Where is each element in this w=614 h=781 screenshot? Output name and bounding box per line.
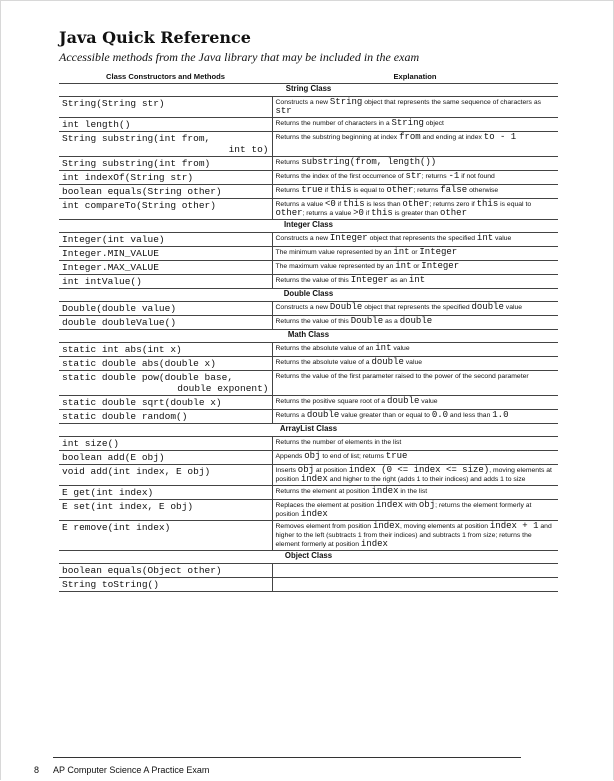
method-signature: E set(int index, E obj) <box>59 500 272 521</box>
code-token: <0 <box>325 199 336 209</box>
method-explanation <box>272 451 558 465</box>
section-header-double: Double Class <box>59 289 558 302</box>
explanation-text: is equal to <box>351 187 387 194</box>
explanation-text: Inserts <box>275 467 298 474</box>
explanation-text: with <box>403 502 419 509</box>
code-token: substring(from, length()) <box>301 157 437 167</box>
table-row <box>59 185 558 199</box>
method-signature: int size() <box>59 437 272 451</box>
table-row <box>59 247 558 261</box>
method-signature: double doubleValue() <box>59 316 272 330</box>
explanation-text: , moving elements at position <box>399 523 490 530</box>
explanation-text: Returns the substring beginning at index <box>275 134 400 141</box>
reference-table <box>59 70 558 592</box>
code-token: int <box>476 233 494 243</box>
explanation-text: Constructs a new <box>275 99 330 106</box>
method-signature-line: String substring(int from, <box>62 133 211 144</box>
table-row <box>59 171 558 185</box>
explanation-text: ; returns the element formerly at position <box>275 502 532 518</box>
method-signature: int length() <box>59 118 272 132</box>
method-explanation <box>272 396 558 410</box>
code-token: index <box>372 521 400 531</box>
method-explanation <box>272 521 558 551</box>
code-token: other <box>275 208 303 218</box>
code-token: obj <box>418 500 436 510</box>
explanation-text: Returns the absolute value of an <box>275 345 376 352</box>
code-token: double <box>471 302 504 312</box>
explanation-text: object <box>423 120 444 127</box>
footer-rule <box>53 757 521 758</box>
code-token: Integer <box>421 261 460 271</box>
method-signature: static double random() <box>59 410 272 424</box>
explanation-text: , moving elements at position <box>275 467 552 483</box>
explanation-text: if <box>322 187 330 194</box>
method-signature: static double abs(double x) <box>59 357 272 371</box>
page-title: Java Quick Reference <box>59 28 251 47</box>
method-explanation <box>272 118 558 132</box>
method-explanation <box>272 316 558 330</box>
code-token: 0.0 <box>431 410 449 420</box>
code-token: double <box>399 316 433 326</box>
section-header-object: Object Class <box>59 551 558 564</box>
code-token: Integer <box>329 233 368 243</box>
explanation-text: object that represents the same sequence of characters as <box>362 99 542 106</box>
method-signature: int compareTo(String other) <box>59 199 272 220</box>
table-row <box>59 564 558 578</box>
explanation-text: Replaces the element at position <box>275 502 377 509</box>
method-explanation <box>272 97 558 118</box>
method-signature: boolean equals(Object other) <box>59 564 272 578</box>
code-token: index <box>371 486 399 496</box>
method-explanation <box>272 132 558 157</box>
method-explanation <box>272 343 558 357</box>
table-row <box>59 521 558 551</box>
code-token: str <box>275 106 292 116</box>
method-signature: E get(int index) <box>59 486 272 500</box>
method-signature: String substring(int from) <box>59 157 272 171</box>
explanation-text: value <box>503 304 523 311</box>
explanation-text: Returns the index of the first occurrence of <box>275 173 406 180</box>
code-token: String <box>391 118 424 128</box>
method-signature: static int abs(int x) <box>59 343 272 357</box>
explanation-text: at position <box>314 467 349 474</box>
method-explanation <box>272 465 558 486</box>
method-signature: Integer.MIN_VALUE <box>59 247 272 261</box>
table-row <box>59 500 558 521</box>
method-signature <box>59 132 272 157</box>
method-signature: Double(double value) <box>59 302 272 316</box>
explanation-text: Returns a value <box>275 201 325 208</box>
code-token: index <box>300 474 328 484</box>
explanation-text: Returns the number of elements in the list <box>275 439 402 446</box>
section-header-integer: Integer Class <box>59 220 558 233</box>
table-row <box>59 132 558 157</box>
explanation-text: if <box>363 210 372 217</box>
table-row <box>59 199 558 220</box>
explanation-text: to end of list; returns <box>320 453 386 460</box>
explanation-text: Returns the value of the first parameter raised to the power of the second parameter <box>275 373 529 380</box>
method-signature: boolean add(E obj) <box>59 451 272 465</box>
code-token: int <box>395 261 412 271</box>
explanation-text: value greater than or equal to <box>339 412 432 419</box>
code-token: true <box>385 451 408 461</box>
table-row <box>59 233 558 247</box>
code-token: int <box>408 275 426 285</box>
method-explanation <box>272 157 558 171</box>
method-explanation <box>272 275 558 289</box>
code-token: from <box>399 132 421 142</box>
method-signature: String(String str) <box>59 97 272 118</box>
table-row <box>59 437 558 451</box>
code-token: Double <box>329 302 363 312</box>
method-explanation <box>272 302 558 316</box>
explanation-text: ; returns a value <box>302 210 354 217</box>
explanation-text: Removes element from position <box>275 523 373 530</box>
code-token: double <box>371 357 404 367</box>
method-signature: int intValue() <box>59 275 272 289</box>
page-subtitle: Accessible methods from the Java library that may be included in the exam <box>59 50 420 64</box>
explanation-text: is equal to <box>498 201 532 208</box>
method-signature: Integer(int value) <box>59 233 272 247</box>
explanation-text: Returns <box>275 187 302 194</box>
explanation-text: and higher to the right (adds 1 to their indices) and adds 1 to size <box>327 476 526 483</box>
method-explanation <box>272 500 558 521</box>
method-explanation <box>272 371 558 396</box>
method-explanation <box>272 578 558 592</box>
table-row <box>59 465 558 486</box>
code-token: other <box>402 199 430 209</box>
explanation-text: Returns the value of this <box>275 277 351 284</box>
code-token: 1.0 <box>492 410 509 420</box>
explanation-text: Constructs a new <box>275 235 330 242</box>
table-row <box>59 486 558 500</box>
code-token: this <box>329 185 352 195</box>
method-explanation <box>272 410 558 424</box>
code-token: this <box>476 199 499 209</box>
code-token: obj <box>304 451 321 461</box>
explanation-text: object that represents the specified <box>367 235 477 242</box>
method-signature <box>59 371 272 396</box>
code-token: int <box>393 247 410 257</box>
code-token: -1 <box>448 171 460 181</box>
table-row <box>59 97 558 118</box>
code-token: Integer <box>350 275 389 285</box>
table-row <box>59 410 558 424</box>
table-row <box>59 396 558 410</box>
method-signature-line: double exponent) <box>177 383 269 394</box>
table-row <box>59 316 558 330</box>
code-token: index <box>360 539 388 549</box>
method-explanation <box>272 185 558 199</box>
method-explanation <box>272 437 558 451</box>
code-token: false <box>440 185 468 195</box>
explanation-text: Returns the positive square root of a <box>275 398 387 405</box>
method-signature: Integer.MAX_VALUE <box>59 261 272 275</box>
explanation-text: in the list <box>398 488 428 495</box>
table-row <box>59 261 558 275</box>
explanation-text: Returns the element at position <box>275 488 372 495</box>
method-signature: String toString() <box>59 578 272 592</box>
method-explanation <box>272 233 558 247</box>
explanation-text: if not found <box>459 173 495 180</box>
table-row <box>59 275 558 289</box>
code-token: this <box>371 208 393 218</box>
code-token: to - 1 <box>483 132 517 142</box>
method-explanation <box>272 171 558 185</box>
code-token: int <box>375 343 392 353</box>
explanation-text: Returns the number of characters in a <box>275 120 392 127</box>
explanation-text: value <box>493 235 512 242</box>
column-header-methods: Class Constructors and Methods <box>59 70 272 84</box>
code-token: double <box>386 396 420 406</box>
table-row <box>59 578 558 592</box>
explanation-text: is less than <box>364 201 403 208</box>
explanation-text: Returns the absolute value of a <box>275 359 372 366</box>
explanation-text: is greater than <box>392 210 440 217</box>
column-header-explanation: Explanation <box>272 70 558 84</box>
explanation-text: ; returns <box>413 187 441 194</box>
explanation-text: value <box>419 398 438 405</box>
table-row <box>59 451 558 465</box>
method-explanation <box>272 199 558 220</box>
code-token: index (0 <= index <= size) <box>348 465 490 475</box>
table-row <box>59 302 558 316</box>
explanation-text: ; returns zero if <box>429 201 477 208</box>
code-token: Integer <box>419 247 458 257</box>
explanation-text: if <box>335 201 343 208</box>
code-token: this <box>343 199 365 209</box>
method-signature-line: int to) <box>228 144 269 155</box>
method-signature: void add(int index, E obj) <box>59 465 272 486</box>
explanation-text: and higher to the left (subtracts 1 from their indices) and subtracts 1 from size; returns the element formerly at position <box>275 523 552 548</box>
code-token: other <box>439 208 467 218</box>
method-signature: static double sqrt(double x) <box>59 396 272 410</box>
section-header-math: Math Class <box>59 330 558 343</box>
table-row <box>59 357 558 371</box>
method-signature: int indexOf(String str) <box>59 171 272 185</box>
code-token: obj <box>297 465 314 475</box>
section-header-string: String Class <box>59 84 558 97</box>
code-token: Double <box>350 316 384 326</box>
code-token: true <box>301 185 323 195</box>
explanation-text: otherwise <box>467 187 499 194</box>
explanation-text: and less than <box>448 412 493 419</box>
method-signature: E remove(int index) <box>59 521 272 551</box>
explanation-text: Returns a <box>275 412 307 419</box>
explanation-text: ; returns <box>421 173 449 180</box>
method-explanation <box>272 564 558 578</box>
method-signature-line: static double pow(double base, <box>62 372 234 383</box>
explanation-text: The minimum value represented by an <box>275 249 394 256</box>
explanation-text: as an <box>388 277 409 284</box>
explanation-text: Returns the value of this <box>275 318 351 325</box>
method-explanation <box>272 357 558 371</box>
method-signature: boolean equals(String other) <box>59 185 272 199</box>
table-row <box>59 371 558 396</box>
table-row <box>59 157 558 171</box>
explanation-text: Constructs a new <box>275 304 330 311</box>
code-token: index <box>300 509 328 519</box>
code-token: other <box>386 185 414 195</box>
explanation-text: value <box>391 345 410 352</box>
page-number: 8 <box>34 765 40 775</box>
code-token: >0 <box>353 208 364 218</box>
method-explanation <box>272 261 558 275</box>
code-token: String <box>329 97 363 107</box>
table-row <box>59 343 558 357</box>
code-token: double <box>306 410 340 420</box>
code-token: index <box>376 500 404 510</box>
footer-title: AP Computer Science A Practice Exam <box>53 765 210 775</box>
explanation-text: and ending at index <box>420 134 484 141</box>
section-header-arraylist: ArrayList Class <box>59 424 558 437</box>
explanation-text: object that represents the specified <box>362 304 472 311</box>
explanation-text: as a <box>383 318 400 325</box>
code-token: index + 1 <box>489 521 539 531</box>
explanation-text: The maximum value represented by an <box>275 263 396 270</box>
explanation-text: Returns <box>275 159 302 166</box>
method-explanation <box>272 486 558 500</box>
table-row <box>59 118 558 132</box>
explanation-text: Appends <box>275 453 305 460</box>
explanation-text: or <box>409 249 420 256</box>
code-token: str <box>405 171 422 181</box>
method-explanation <box>272 247 558 261</box>
explanation-text: value <box>403 359 423 366</box>
explanation-text: or <box>411 263 422 270</box>
